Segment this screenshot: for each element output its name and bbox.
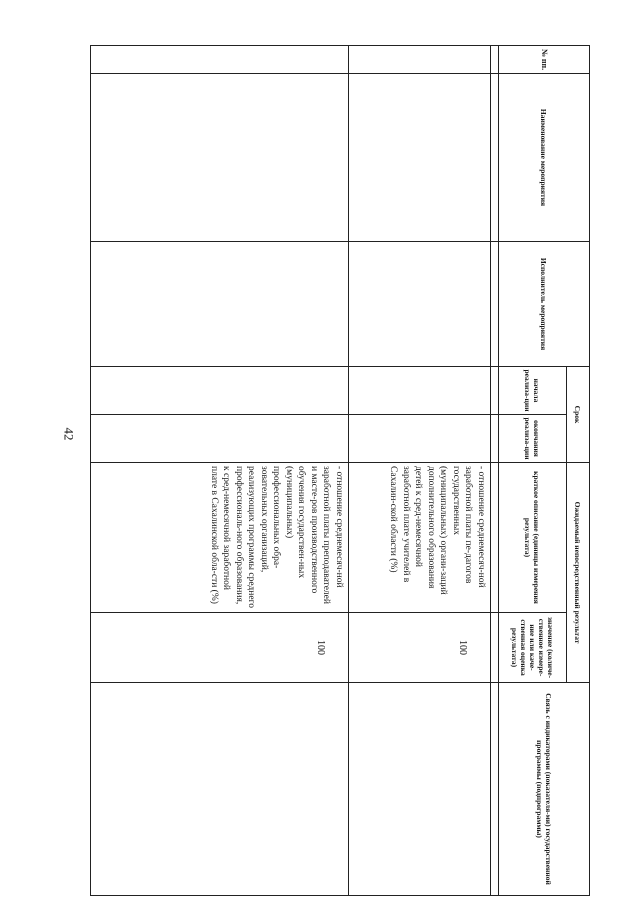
header-measure-name: Наименование мероприятия xyxy=(499,74,590,242)
spacer-cell xyxy=(491,463,499,613)
row-indicator-cell xyxy=(349,683,491,896)
spacer-cell xyxy=(491,415,499,463)
row-result-description: - отношение среднемесяч-ной заработной платы преподавателей и масте-ров производственного обучения государствен-ных (муниципальных) профессиональных обра-зовательных организаций, реализующих программы среднего профессиональ-ного образования, к сред-немесячной заработной плате в Сахалинской обла-сти (%) xyxy=(91,463,349,613)
row-end-cell xyxy=(349,415,491,463)
row-result-value: 100 xyxy=(349,613,491,683)
spacer-cell xyxy=(491,367,499,415)
header-term-start: начала реализа-ции xyxy=(499,367,567,415)
table-row xyxy=(349,46,491,896)
header-number: № пп. xyxy=(499,46,590,74)
row-end-cell xyxy=(91,415,349,463)
row-start-cell xyxy=(349,367,491,415)
measures-table-sheet xyxy=(90,45,590,895)
row-result-description: - отношение среднемесяч-ной заработной платы пе-дагогов государственных (муниципальных) органи-заций дополнительного образования детей к сред-немесячной заработной плате учителей в Сахалин-ской области (%) xyxy=(349,463,491,613)
row-start-cell xyxy=(91,367,349,415)
spacer-cell xyxy=(491,46,499,74)
table-row xyxy=(91,46,349,896)
row-executor-cell xyxy=(91,242,349,367)
measures-table xyxy=(90,45,590,896)
row-name-cell xyxy=(91,74,349,242)
row-indicator-cell xyxy=(91,683,349,896)
row-result-value: 100 xyxy=(91,613,349,683)
spacer-cell xyxy=(491,683,499,896)
row-number-cell xyxy=(91,46,349,74)
header-term: Срок xyxy=(567,367,590,463)
spacer-cell xyxy=(491,74,499,242)
page-number: 42 xyxy=(61,427,77,441)
row-number-cell xyxy=(349,46,491,74)
spacer-cell xyxy=(491,242,499,367)
header-term-end: окончания реализа-ции xyxy=(499,415,567,463)
header-expected-result: Ожидаемый непосредственный результат xyxy=(567,463,590,683)
header-indicator-link: Связь с индикаторами (показателя-ми) государственной программы (подпрограммы) xyxy=(499,683,590,896)
row-executor-cell xyxy=(349,242,491,367)
header-executor: Исполнитель мероприятия xyxy=(499,242,590,367)
row-name-cell xyxy=(349,74,491,242)
header-result-description: краткое описание (единицы измерения результата) xyxy=(499,463,567,613)
header-result-value: значение (количе-ственное измере-ние или каче-ственная оценка результата) xyxy=(499,613,567,683)
spacer-cell xyxy=(491,613,499,683)
